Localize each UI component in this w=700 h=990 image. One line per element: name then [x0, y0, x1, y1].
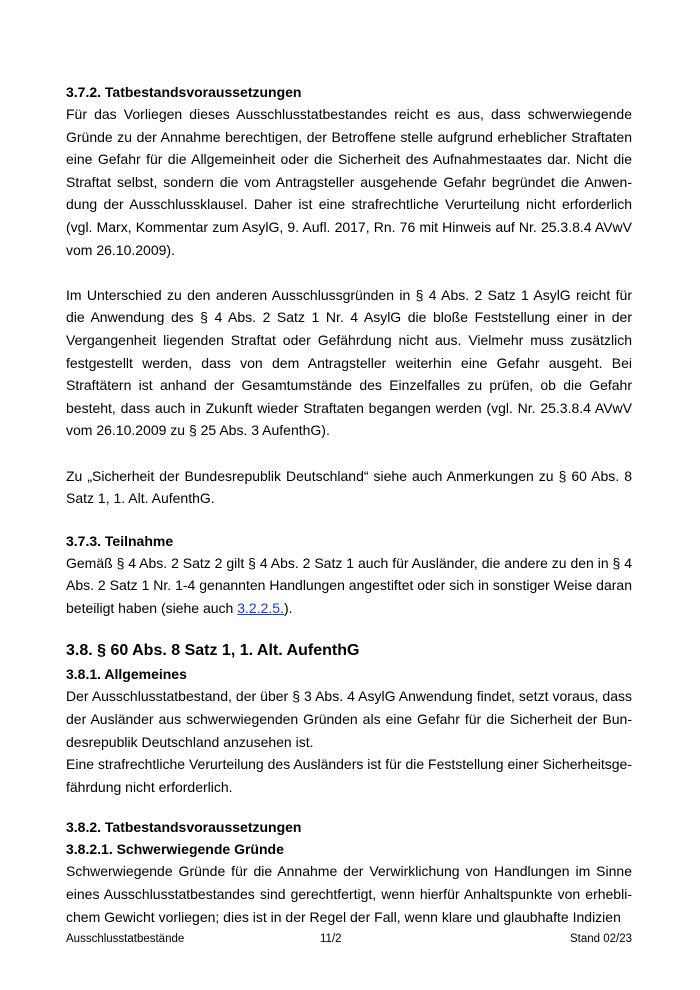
paragraph-3-7-3-text: Gemäß § 4 Abs. 2 Satz 2 gilt § 4 Abs. 2 Satz 1 auch für Ausländer, die andere zu den in § 4 Abs. 2 Satz 1 Nr. 1-4 genannten Handlungen angestiftet oder sich in sonstiger Weise daran beteiligt haben (siehe auch	[66, 554, 632, 616]
page-footer	[66, 931, 632, 947]
paragraph-3-7-2-c: Zu „Sicherheit der Bundesrepublik Deutschland“ siehe auch Anmerkungen zu § 60 Abs. 8 Satz 1, 1. Alt. AufenthG.	[66, 467, 632, 507]
heading-3-8-2-1: 3.8.2.1. Schwerwiegende Gründe	[66, 841, 284, 858]
cross-reference-link[interactable]: 3.2.2.5.	[237, 599, 284, 616]
heading-3-7-2: 3.7.2. Tatbestandsvoraussetzungen	[66, 84, 302, 100]
paragraph-3-7-2-b: Im Unterschied zu den anderen Ausschlussgründen in § 4 Abs. 2 Satz 1 AsylG reicht für die Anwendung des § 4 Abs. 2 Satz 1 Nr. 4 AsylG die bloße Feststellung einer in der Vergangenheit liegenden Straftat oder Gefährdung nicht aus. Vielmehr muss zusätzlich festgestellt werden, dass von dem Antragsteller weiterhin eine Gefahr ausgeht. Bei Straftätern ist anhand der Gesamtumstände des Einzelfalles zu prüfen, ob die Gefahr besteht, dass auch in Zukunft wieder Straftaten begangen werden (vgl. Nr. 25.3.8.4 AVwV vom 26.10.2009 zu § 25 Abs. 3 AufenthG).	[66, 286, 632, 439]
heading-3-8-1: 3.8.1. Allgemeines	[66, 666, 187, 683]
heading-3-8-2: 3.8.2. Tatbestandsvoraussetzungen	[66, 819, 302, 836]
heading-3-8: 3.8. § 60 Abs. 8 Satz 1, 1. Alt. AufenthG	[66, 642, 360, 660]
page-number: 11/2	[320, 933, 342, 945]
paragraph-3-7-3	[66, 552, 632, 620]
paragraph-3-8-1-a: Der Ausschlusstatbestand, der über § 3 Abs. 4 AsylG Anwendung findet, setzt voraus, dass der Ausländer aus schwerwiegenden Gründen als eine Gefahr für die Sicherheit der Bundesrepublik Deutschland anzusehen ist.	[66, 688, 632, 750]
footer-title: Ausschlusstatbestände	[66, 933, 185, 945]
footer-date: Stand 02/23	[569, 933, 632, 945]
paragraph-3-7-2-a: Für das Vorliegen dieses Ausschlusstatbestandes reicht es aus, dass schwerwiegende Gründe zu der Annahme berechtigen, der Betroffene stelle aufgrund erheblicher Straftaten eine Gefahr für die Allgemeinheit oder die Sicherheit des Aufnahmestaates dar. Nicht die Straftat selbst, sondern die vom Antragsteller ausgehende Gefahr begründet die Anwendung der Ausschlussklausel. Daher ist eine strafrechtliche Verurteilung nicht erforderlich (vgl. Marx, Kommentar zum AsylG, 9. Aufl. 2017, Rn. 76 mit Hinweis auf Nr. 25.3.8.4 AVwV vom 26.10.2009).	[66, 106, 632, 258]
page-content	[66, 81, 632, 928]
paragraph-3-8-2-1: Schwerwiegende Gründe für die Annahme der Verwirklichung von Handlungen im Sinne eines Ausschlusstatbestandes sind gerechtfertigt, wenn hierfür Anhaltspunkte von erheblichem Gewicht vorliegen; dies ist in der Regel der Fall, wenn klare und glaubhafte Indizien	[66, 863, 632, 925]
paragraph-3-7-3-tail: ).	[283, 599, 293, 616]
heading-3-7-3: 3.7.3. Teilnahme	[66, 532, 174, 549]
paragraph-3-8-1-b: Eine strafrechtliche Verurteilung des Ausländers ist für die Feststellung einer Sicherheitsgefährdung nicht erforderlich.	[66, 756, 632, 795]
